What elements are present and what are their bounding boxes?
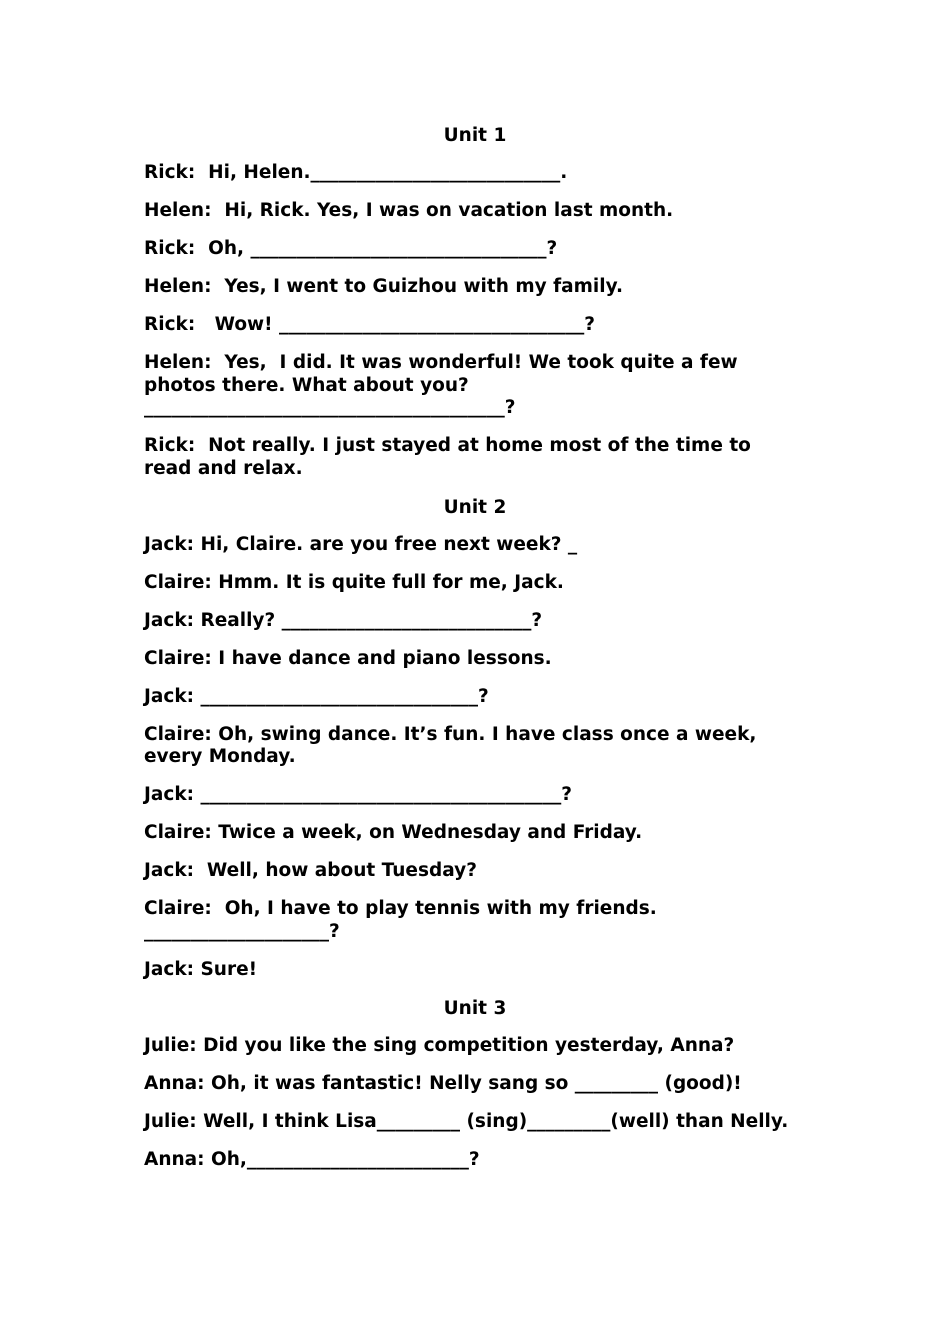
unit-1-title: Unit 1 <box>443 125 507 146</box>
dialogue-line: Claire: Twice a week, on Wednesday and Friday. <box>144 822 643 843</box>
dialogue-line: Rick: Wow! _________________________________? <box>144 314 595 335</box>
dialogue-line: Helen: Yes, I went to Guizhou with my family. <box>144 276 624 297</box>
dialogue-line: Jack: Really? ___________________________? <box>144 609 543 631</box>
dialogue-line: Julie: Did you like the sing competition yesterday, Anna? <box>144 1034 735 1056</box>
dialogue-line: Helen: Yes, I did. It was wonderful! We took quite a few photos there. What about you? _______________________________________? <box>144 352 745 418</box>
dialogue-line: Claire: Hmm. It is quite full for me, Jack. <box>144 571 564 593</box>
dialogue-line: Anna: Oh, it was fantastic! Nelly sang so _________ (good)! <box>144 1072 742 1094</box>
dialogue-line: Claire: Oh, I have to play tennis with my friends. ____________________? <box>144 898 664 942</box>
dialogue-line: Claire: I have dance and piano lessons. <box>144 647 552 669</box>
dialogue-line: Rick: Hi, Helen.___________________________. <box>144 162 568 183</box>
dialogue-line: Jack: Well, how about Tuesday? <box>144 860 477 881</box>
dialogue-line: Claire: Oh, swing dance. It’s fun. I have class once a week, every Monday. <box>144 723 763 767</box>
unit-2-section <box>144 496 794 982</box>
dialogue-line: Helen: Hi, Rick. Yes, I was on vacation last month. <box>144 200 674 221</box>
dialogue-line: Jack: ______________________________? <box>144 685 489 707</box>
dialogue-line: Anna: Oh,________________________? <box>144 1148 480 1170</box>
unit-3-title: Unit 3 <box>443 997 507 1019</box>
dialogue-line: Julie: Well, I think Lisa_________ (sing)_________(well) than Nelly. <box>144 1110 789 1132</box>
dialogue-line: Jack: Sure! <box>144 958 258 980</box>
dialogue-line: Rick: Not really. I just stayed at home most of the time to read and relax. <box>144 435 758 479</box>
document-page <box>144 124 794 1187</box>
unit-1-section <box>144 124 794 480</box>
dialogue-line: Jack: Hi, Claire. are you free next week? _ <box>144 533 578 555</box>
dialogue-line: Jack: _______________________________________? <box>144 784 572 805</box>
unit-2-title: Unit 2 <box>443 496 507 518</box>
unit-3-section <box>144 997 794 1172</box>
dialogue-line: Rick: Oh, ________________________________? <box>144 238 558 259</box>
